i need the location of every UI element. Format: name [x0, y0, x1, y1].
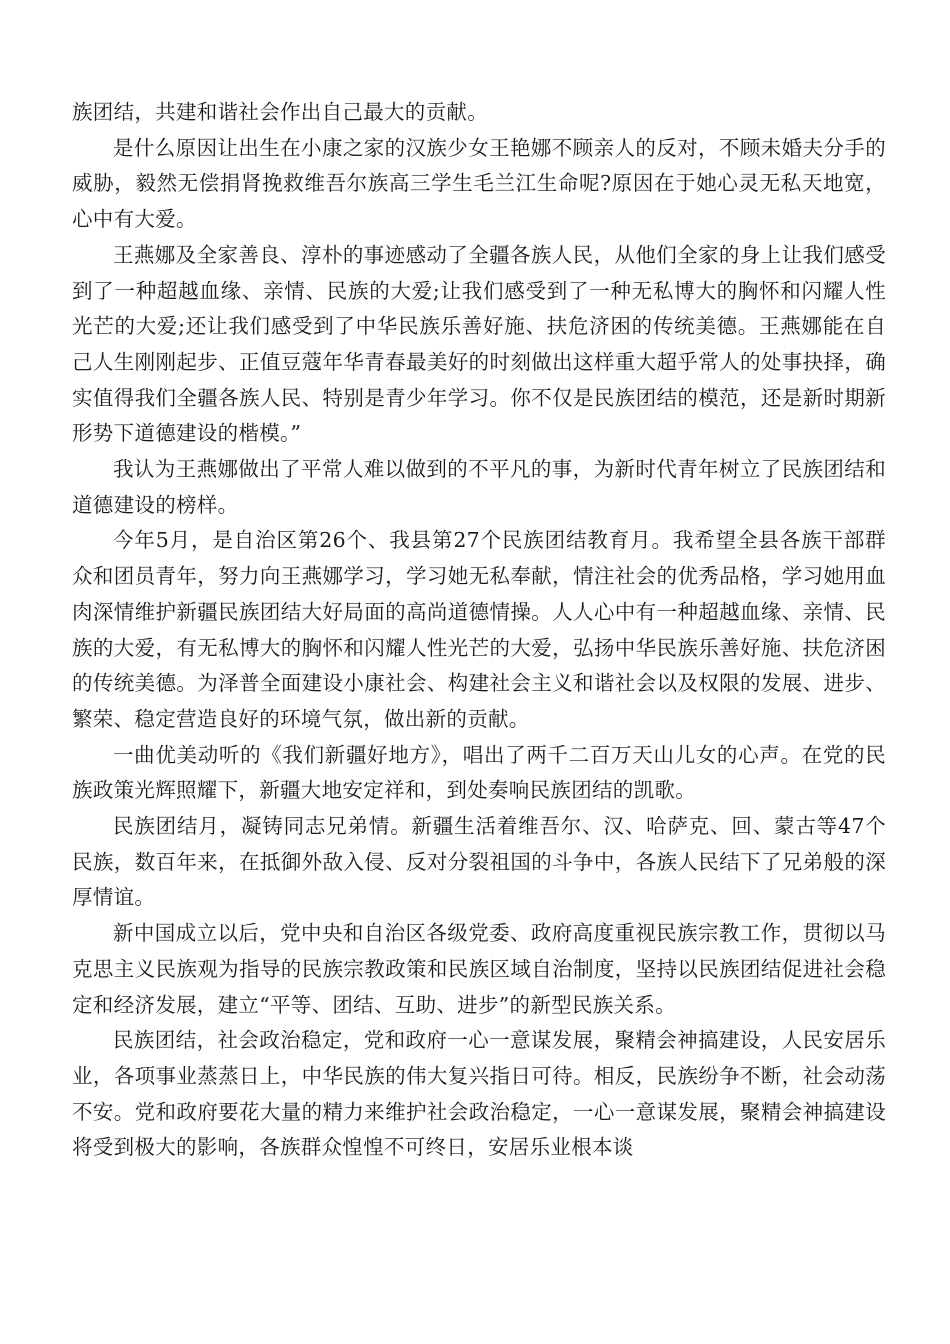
paragraph: 一曲优美动听的《我们新疆好地方》，唱出了两千二百万天山儿女的心声。在党的民族政策光辉照耀下，新疆大地安定祥和，到处奏响民族团结的凯歌。 [72, 742, 886, 803]
paragraph: 是什么原因让出生在小康之家的汉族少女王艳娜不顾亲人的反对，不顾未婚夫分手的威胁，毅然无偿捐肾挽救维吾尔族高三学生毛兰江生命呢?原因在于她心灵无私天地宽，心中有大爱。 [72, 135, 886, 232]
paragraph: 今年5月，是自治区第26个、我县第27个民族团结教育月。我希望全县各族干部群众和团员青年，努力向王燕娜学习，学习她无私奉献，情注社会的优秀品格，学习她用血肉深情维护新疆民族团结大好局面的高尚道德情操。人人心中有一种超越血缘、亲情、民族的大爱，有无私博大的胸怀和闪耀人性光芒的大爱，弘扬中华民族乐善好施、扶危济困的传统美德。为泽普全面建设小康社会、构建社会主义和谐社会以及权限的发展、进步、繁荣、稳定营造良好的环境气氛，做出新的贡献。 [72, 528, 886, 731]
paragraph-continued: 族团结，共建和谐社会作出自己最大的贡献。 [72, 100, 488, 124]
paragraph: 王燕娜及全家善良、淳朴的事迹感动了全疆各族人民，从他们全家的身上让我们感受到了一种超越血缘、亲情、民族的大爱;让我们感受到了一种无私博大的胸怀和闪耀人性光芒的大爱;还让我们感受到了中华民族乐善好施、扶危济困的传统美德。王燕娜能在自己人生刚刚起步、正值豆蔻年华青春最美好的时刻做出这样重大超乎常人的处事抉择，确实值得我们全疆各族人民、特别是青少年学习。你不仅是民族团结的模范，还是新时期新形势下道德建设的楷模。” [72, 242, 886, 446]
paragraph: 民族团结月，凝铸同志兄弟情。新疆生活着维吾尔、汉、哈萨克、回、蒙古等47个民族，数百年来，在抵御外敌入侵、反对分裂祖国的斗争中，各族人民结下了兄弟般的深厚情谊。 [72, 814, 886, 910]
document-body [72, 95, 886, 1166]
paragraph: 民族团结，社会政治稳定，党和政府一心一意谋发展，聚精会神搞建设，人民安居乐业，各项事业蒸蒸日上，中华民族的伟大复兴指日可待。相反，民族纷争不断，社会动荡不安。党和政府要花大量的精力来维护社会政治稳定，一心一意谋发展，聚精会神搞建设将受到极大的影响，各族群众惶惶不可终日，安居乐业根本谈 [72, 1028, 886, 1160]
paragraph: 我认为王燕娜做出了平常人难以做到的不平凡的事，为新时代青年树立了民族团结和道德建设的榜样。 [72, 457, 886, 517]
paragraph: 新中国成立以后，党中央和自治区各级党委、政府高度重视民族宗教工作，贯彻以马克思主义民族观为指导的民族宗教政策和民族区域自治制度，坚持以民族团结促进社会稳定和经济发展，建立“平等、团结、互助、进步”的新型民族关系。 [72, 921, 886, 1017]
